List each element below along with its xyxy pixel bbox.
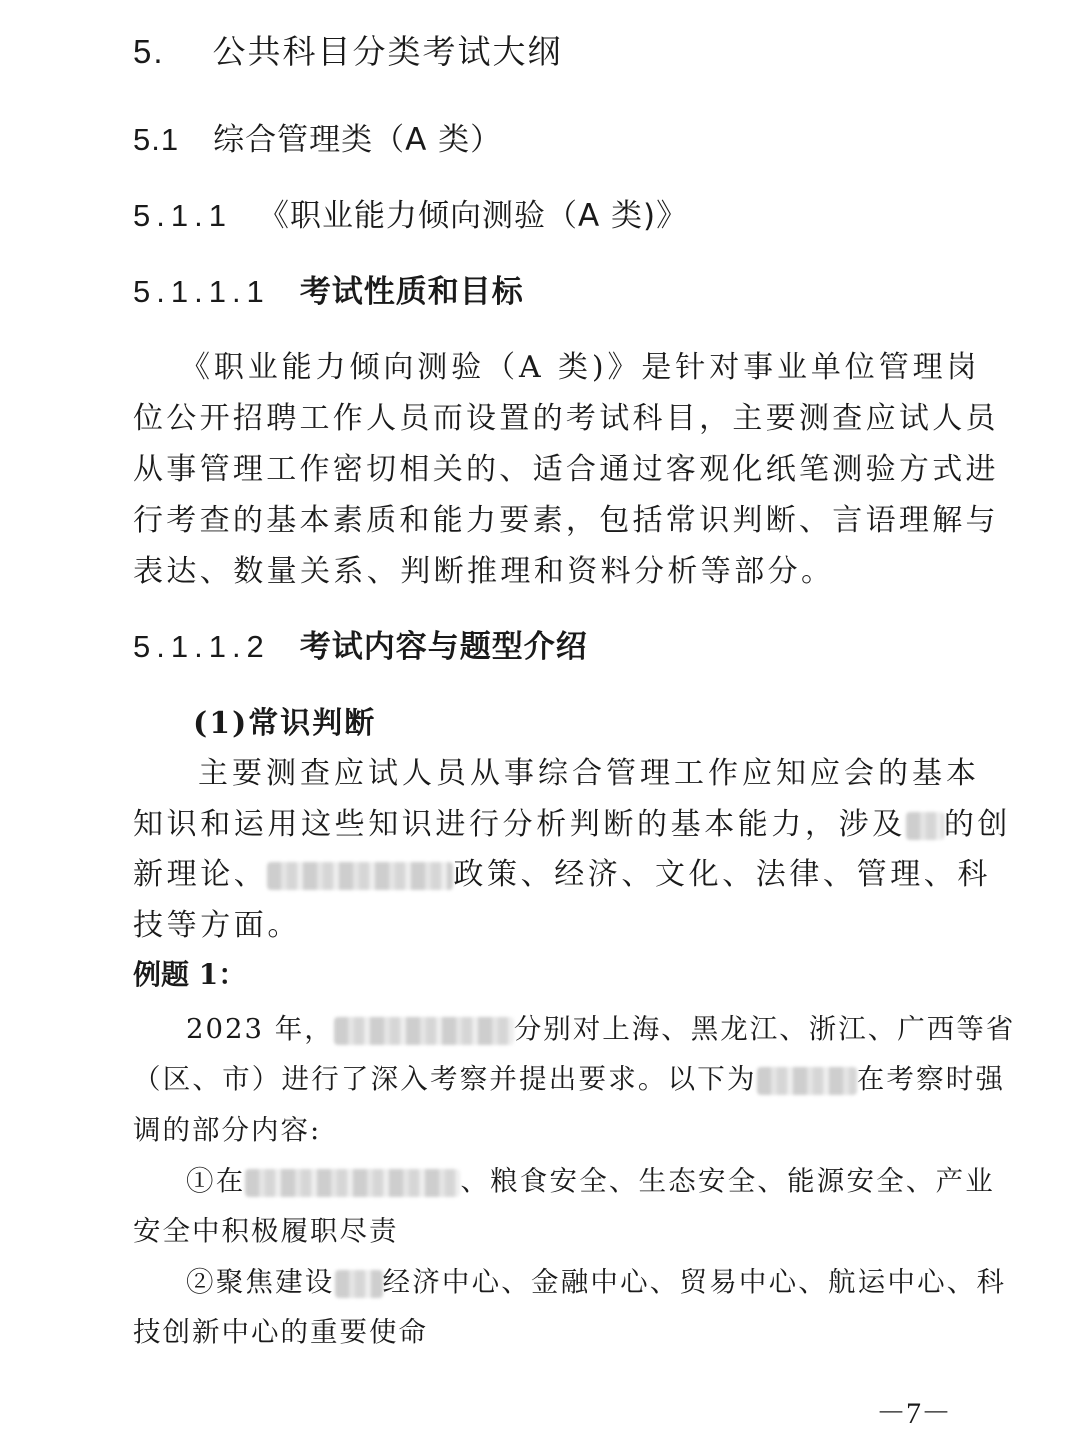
text-segment: 、粮食安全、生态安全、能源安全、产业 [460, 1165, 996, 1197]
text-segment: 知识和运用这些知识进行分析判断的基本能力，涉及 [133, 807, 906, 842]
subsection-title: 综合管理类（A 类） [213, 122, 503, 158]
redacted-block [335, 1270, 383, 1298]
text-segment: 在考察时强 [856, 1063, 1006, 1095]
subsection-heading-5-1 [133, 114, 502, 159]
body-line: 技等方面。 [133, 908, 301, 943]
text-segment: ①在 [186, 1165, 246, 1197]
subsection-number: 5.1 [133, 122, 180, 157]
body-line: 位公开招聘工作人员而设置的考试科目，主要测查应试人员 [133, 401, 999, 436]
body-line: 主要测查应试人员从事综合管理工作应知应会的基本 [198, 756, 980, 791]
redacted-block [334, 1017, 514, 1045]
body-line [133, 799, 1011, 843]
text-segment: 2023 年， [186, 1013, 334, 1045]
section-number: 5. [133, 33, 165, 70]
subsection-number: 5.1.1.1 [133, 274, 270, 309]
subsection-heading-5-1-1-2 [133, 621, 588, 666]
text-segment: 分别对上海、黑龙江、浙江、广西等省 [513, 1013, 1016, 1045]
body-line: 《职业能力倾向测验（A 类)》是针对事业单位管理岗 [180, 350, 981, 385]
text-segment: 经济中心、金融中心、贸易中心、航运中心、科 [382, 1266, 1007, 1298]
example-line: 安全中积极履职尽责 [133, 1215, 399, 1247]
redacted-block [906, 812, 944, 840]
example-label: 例题 1： [133, 958, 247, 991]
page-number: －7－ [876, 1397, 951, 1430]
subsection-number: 5.1.1.2 [133, 629, 270, 664]
example-line [133, 1056, 1005, 1096]
text-segment: 新理论、 [133, 857, 268, 892]
redacted-block [757, 1067, 857, 1095]
subsection-title: 《职业能力倾向测验（A 类)》 [257, 198, 689, 234]
text-segment: 政策、经济、文化、法律、管理、科 [453, 857, 992, 892]
body-line: 从事管理工作密切相关的、适合通过客观化纸笔测验方式进 [133, 452, 999, 487]
example-line: 技创新中心的重要使命 [133, 1316, 428, 1348]
subsection-heading-5-1-1-1 [133, 266, 524, 311]
example-line: 调的部分内容: [133, 1114, 322, 1146]
part-heading: (1)常识判断 [193, 706, 377, 741]
subsection-number: 5.1.1 [133, 198, 232, 233]
example-line [186, 1006, 1015, 1046]
body-line [133, 849, 991, 893]
section-title: 公共科目分类考试大纲 [212, 32, 563, 71]
text-segment: （区、市）进行了深入考察并提出要求。以下为 [133, 1063, 757, 1095]
section-heading [133, 26, 563, 73]
redacted-block [267, 862, 453, 890]
example-item-2 [186, 1259, 1006, 1299]
example-item-1 [186, 1158, 995, 1198]
redacted-block [245, 1169, 460, 1197]
text-segment: 的创 [943, 807, 1012, 842]
text-segment: ②聚焦建设 [186, 1266, 335, 1298]
body-line: 行考查的基本素质和能力要素，包括常识判断、言语理解与 [133, 503, 999, 538]
subsection-title: 考试性质和目标 [299, 274, 524, 310]
body-line: 表达、数量关系、判断推理和资料分析等部分。 [133, 554, 835, 589]
subsection-heading-5-1-1 [133, 190, 688, 235]
subsection-title: 考试内容与题型介绍 [299, 629, 588, 665]
